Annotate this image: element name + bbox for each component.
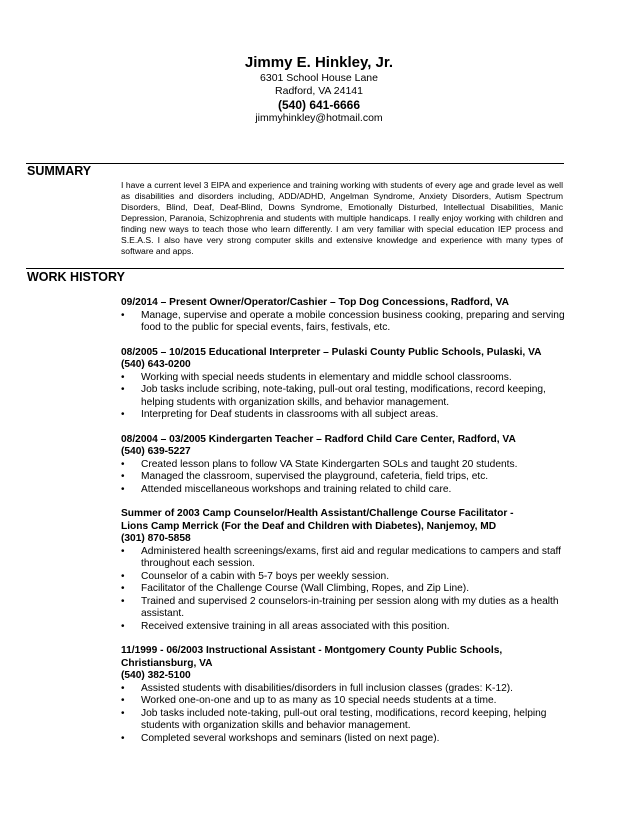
job-heading-line: Lions Camp Merrick (For the Deaf and Children with Diabetes), Nanjemoy, MD bbox=[121, 520, 497, 532]
job-heading-line: 09/2014 – Present Owner/Operator/Cashier – Top Dog Concessions, Radford, VA bbox=[121, 297, 509, 308]
job-duty-text: Manage, supervise and operate a mobile concession business cooking, preparing and serving food to the public for special events, fairs, festivals, etc. bbox=[141, 309, 565, 333]
address-line-1: 6301 School House Lane bbox=[260, 72, 378, 84]
job-duty-text: Working with special needs students in elementary and middle school classrooms. bbox=[141, 371, 512, 383]
job-duty-text: Counselor of a cabin with 5-7 boys per weekly session. bbox=[141, 570, 390, 582]
job-duties-list bbox=[121, 459, 566, 497]
job-duty-item bbox=[121, 310, 566, 335]
job-duty-item bbox=[121, 484, 566, 497]
candidate-name: Jimmy E. Hinkley, Jr. bbox=[244, 54, 394, 71]
job-duty-item bbox=[121, 733, 566, 746]
job-duty-text: Managed the classroom, supervised the playground, cafeteria, field trips, etc. bbox=[141, 471, 489, 482]
job-duty-item bbox=[121, 683, 566, 696]
job-heading-line: 11/1999 - 06/2003 Instructional Assistant - Montgomery County Public Schools, bbox=[121, 645, 503, 656]
job-duties-list bbox=[121, 310, 566, 335]
job-heading-line: Summer of 2003 Camp Counselor/Health Assistant/Challenge Course Facilitator - bbox=[121, 508, 514, 519]
job-duty-item bbox=[121, 583, 566, 596]
bullet-icon: • bbox=[121, 595, 125, 607]
job-heading-line: (540) 382-5100 bbox=[121, 670, 191, 681]
bullet-icon: • bbox=[121, 545, 125, 557]
job-duty-text: Administered health screenings/exams, first aid and regular medications to campers and staff throughout each session. bbox=[141, 545, 561, 569]
job-heading-line: (540) 643-0200 bbox=[121, 359, 191, 370]
bullet-icon: • bbox=[121, 458, 125, 470]
job-heading-line: (540) 639-5227 bbox=[121, 446, 191, 457]
job-entry bbox=[121, 508, 566, 633]
bullet-icon: • bbox=[121, 483, 125, 495]
email-address: jimmyhinkley@hotmail.com bbox=[255, 112, 383, 124]
job-duty-text: Job tasks include scribing, note-taking, pull-out oral testing, modifications, record keeping, helping students with organization skills, and behavior management. bbox=[141, 384, 546, 408]
job-duty-text: Created lesson plans to follow VA State Kindergarten SOLs and taught 20 students. bbox=[141, 458, 518, 470]
job-heading-line: 08/2004 – 03/2005 Kindergarten Teacher – Radford Child Care Center, Radford, VA bbox=[121, 433, 516, 445]
bullet-icon: • bbox=[121, 707, 125, 719]
summary-divider bbox=[26, 163, 564, 164]
job-duty-item bbox=[121, 384, 566, 409]
job-duty-item bbox=[121, 546, 566, 571]
bullet-icon: • bbox=[121, 682, 125, 694]
bullet-icon: • bbox=[121, 732, 125, 744]
job-heading-line: Christiansburg, VA bbox=[121, 657, 213, 669]
job-duty-text: Worked one-on-one and up to as many as 10 special needs students at a time. bbox=[141, 695, 497, 706]
bullet-icon: • bbox=[121, 620, 125, 632]
job-duty-item bbox=[121, 695, 566, 708]
job-duty-item bbox=[121, 571, 566, 584]
bullet-icon: • bbox=[121, 371, 125, 383]
bullet-icon: • bbox=[121, 309, 125, 321]
summary-title: SUMMARY bbox=[27, 164, 92, 178]
job-duty-item bbox=[121, 459, 566, 472]
bullet-icon: • bbox=[121, 583, 125, 594]
job-duty-item bbox=[121, 621, 566, 634]
job-duty-text: Received extensive training in all areas associated with this position. bbox=[141, 620, 450, 632]
bullet-icon: • bbox=[121, 695, 125, 706]
job-entry bbox=[121, 347, 566, 422]
address-line-2: Radford, VA 24141 bbox=[275, 85, 363, 97]
phone-number: (540) 641-6666 bbox=[277, 98, 361, 112]
job-duty-item bbox=[121, 471, 566, 484]
job-duty-item bbox=[121, 596, 566, 621]
bullet-icon: • bbox=[121, 409, 125, 420]
job-duty-text: Trained and supervised 2 counselors-in-training per session along with my duties as a health assistant. bbox=[141, 595, 559, 619]
job-entry bbox=[121, 645, 566, 745]
job-duty-text: Assisted students with disabilities/disorders in full inclusion classes (grades: K-12). bbox=[141, 682, 514, 694]
summary-text: I have a current level 3 EIPA and experience and training working with students of every age and grade level as well as disabilities and disorders including, ADD/ADHD, Angelman Syndrome, Anxiety Disorders, Autism Spectrum Disorders, Blind, Deaf, Deaf-Blind, Downs Syndrome, Emotionally Disturbed, Intellectual Disabilities, Manic Depression, Paranoia, Schizophrenia and students with multiple handicaps. I really enjoy working with children and finding new ways to teach those who learn differently. I am very familiar with special education IEP process and S.E.A.S. I also have very strong computer skills and extensive knowledge and experience with many types of software and apps. bbox=[121, 180, 563, 256]
work-history-title: WORK HISTORY bbox=[27, 270, 125, 284]
bullet-icon: • bbox=[121, 570, 125, 582]
job-entry bbox=[121, 297, 566, 335]
job-duty-text: Facilitator of the Challenge Course (Wall Climbing, Ropes, and Zip Line). bbox=[141, 583, 470, 594]
job-duty-text: Interpreting for Deaf students in classrooms with all subject areas. bbox=[141, 409, 439, 420]
job-entry bbox=[121, 434, 566, 497]
job-duty-text: Completed several workshops and seminars (listed on next page). bbox=[141, 732, 440, 744]
job-heading-line: 08/2005 – 10/2015 Educational Interpreter – Pulaski County Public Schools, Pulaski, VA bbox=[121, 346, 542, 358]
resume-header bbox=[0, 54, 638, 125]
bullet-icon: • bbox=[121, 471, 125, 482]
work-history-divider bbox=[26, 268, 564, 269]
job-duties-list bbox=[121, 372, 566, 422]
bullet-icon: • bbox=[121, 384, 125, 395]
job-duty-text: Job tasks included note-taking, pull-out oral testing, modifications, record keeping, helping students with organization skills and behavior management. bbox=[141, 707, 547, 731]
job-duty-item bbox=[121, 409, 566, 422]
job-duties-list bbox=[121, 546, 566, 634]
job-duties-list bbox=[121, 683, 566, 746]
job-duty-item bbox=[121, 708, 566, 733]
job-heading-line: (301) 870-5858 bbox=[121, 533, 191, 544]
job-duty-item bbox=[121, 372, 566, 385]
job-duty-text: Attended miscellaneous workshops and training related to child care. bbox=[141, 483, 452, 495]
work-history-list bbox=[121, 297, 566, 757]
